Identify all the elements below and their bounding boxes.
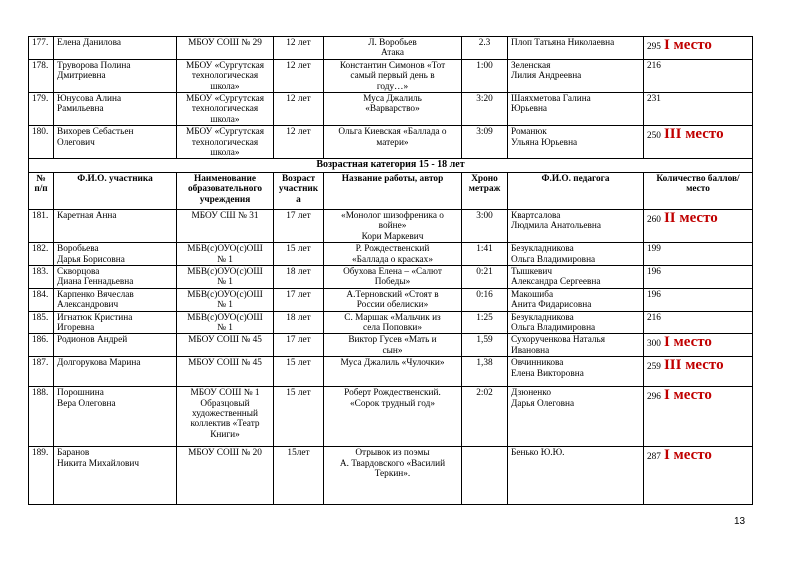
cell-work: Обухова Елена – «Салют Победы» (324, 265, 462, 288)
table-row (29, 209, 753, 242)
cell-work: Ольга Киевская «Баллада о матери» (324, 126, 462, 159)
award-label: III место (663, 357, 724, 374)
cell-participant: Воробьева Дарья Борисовна (54, 243, 177, 266)
cell-work: «Монолог шизофреника о войне» Кори Маркевич (324, 209, 462, 242)
cell-school: МБВ(с)ОУО(с)ОШ № 1 (177, 288, 274, 311)
score-value: 300 (647, 339, 661, 350)
award-label: II место (663, 209, 718, 226)
table-row (29, 126, 753, 159)
header-name: Ф.И.О. участника (54, 172, 177, 209)
header-teacher: Ф.И.О. педагога (508, 172, 644, 209)
table-row (29, 37, 753, 60)
cell-teacher: Плоп Татьяна Николаевна (508, 37, 644, 60)
cell-work: Роберт Рождественский. «Сорок трудный год» (324, 387, 462, 447)
cell-age: 17 лет (274, 334, 324, 357)
cell-teacher: Сухорученкова Наталья Ивановна (508, 334, 644, 357)
cell-age: 15лет (274, 447, 324, 505)
category-row (29, 159, 753, 172)
cell-work: А.Терновский «Стоят в России обелиски» (324, 288, 462, 311)
header-score: Количество баллов/ место (644, 172, 753, 209)
cell-age: 18 лет (274, 311, 324, 334)
cell-school: МБОУ СОШ № 29 (177, 37, 274, 60)
cell-score (644, 93, 753, 126)
cell-age: 12 лет (274, 93, 324, 126)
cell-school: МБОУ СОШ № 1 Образцовый художественный коллектив «Театр Книги» (177, 387, 274, 447)
cell-duration: 0:16 (462, 288, 508, 311)
header-age: Возраст участника (274, 172, 324, 209)
cell-participant: Карпенко Вячеслав Александрович (54, 288, 177, 311)
cell-school: МБОУ «Сургутская технологическая школа» (177, 59, 274, 92)
cell-school: МБВ(с)ОУО(с)ОШ № 1 (177, 265, 274, 288)
cell-duration: 2.3 (462, 37, 508, 60)
cell-duration: 2:02 (462, 387, 508, 447)
rows-top (29, 37, 753, 159)
cell-num: 180. (29, 126, 54, 159)
cell-score (644, 126, 753, 159)
award-label: I место (663, 37, 712, 53)
cell-num: 188. (29, 387, 54, 447)
cell-teacher: Бенько Ю.Ю. (508, 447, 644, 505)
cell-score (644, 243, 753, 266)
table-row (29, 59, 753, 92)
cell-score (644, 288, 753, 311)
cell-teacher: Овчинникова Елена Викторовна (508, 357, 644, 387)
award-label: I место (663, 447, 712, 464)
cell-num: 184. (29, 288, 54, 311)
page-number: 13 (734, 516, 746, 527)
cell-school: МБОУ СОШ № 45 (177, 334, 274, 357)
cell-teacher: Романюк Ульяна Юрьевна (508, 126, 644, 159)
cell-duration: 1:25 (462, 311, 508, 334)
score-value: 250 (647, 131, 661, 142)
cell-score (644, 334, 753, 357)
cell-duration: 0:21 (462, 265, 508, 288)
cell-age: 17 лет (274, 209, 324, 242)
cell-participant: Скворцова Диана Геннадьевна (54, 265, 177, 288)
cell-age: 15 лет (274, 357, 324, 387)
cell-duration: 1:00 (462, 59, 508, 92)
cell-work: Л. Воробьев Атака (324, 37, 462, 60)
cell-school: МБВ(с)ОУО(с)ОШ № 1 (177, 311, 274, 334)
cell-num: 179. (29, 93, 54, 126)
score-value: 295 (647, 42, 661, 52)
cell-work: Муса Джалиль «Варварство» (324, 93, 462, 126)
award-label: I место (663, 387, 712, 404)
cell-school: МБОУ «Сургутская технологическая школа» (177, 126, 274, 159)
cell-duration: 3:20 (462, 93, 508, 126)
cell-teacher: Дзюненко Дарья Олеговна (508, 387, 644, 447)
score-value: 216 (647, 312, 661, 323)
category-section (29, 159, 753, 209)
cell-score (644, 265, 753, 288)
table-row (29, 93, 753, 126)
cell-score (644, 311, 753, 334)
cell-participant: Порошнина Вера Олеговна (54, 387, 177, 447)
cell-work: Константин Симонов «Тот самый первый день в году…» (324, 59, 462, 92)
cell-school: МБОУ СШ № 31 (177, 209, 274, 242)
cell-work: Р. Рождественский «Баллада о красках» (324, 243, 462, 266)
cell-participant: Елена Данилова (54, 37, 177, 60)
cell-school: МБВ(с)ОУО(с)ОШ № 1 (177, 243, 274, 266)
award-label: III место (663, 126, 724, 143)
score-value: 296 (647, 392, 661, 403)
cell-teacher: Макошиба Анита Фидарисовна (508, 288, 644, 311)
results-table (28, 36, 753, 505)
cell-num: 177. (29, 37, 54, 60)
table-row (29, 357, 753, 387)
cell-participant: Юнусова Алина Рамильевна (54, 93, 177, 126)
table-row (29, 387, 753, 447)
cell-score (644, 209, 753, 242)
cell-teacher: Безукладникова Ольга Владимировна (508, 243, 644, 266)
cell-age: 15 лет (274, 243, 324, 266)
cell-num: 182. (29, 243, 54, 266)
cell-score (644, 37, 753, 60)
cell-duration: 3:00 (462, 209, 508, 242)
cell-age: 17 лет (274, 288, 324, 311)
cell-age: 12 лет (274, 126, 324, 159)
cell-score (644, 357, 753, 387)
score-value: 259 (647, 362, 661, 373)
cell-num: 185. (29, 311, 54, 334)
rows-bottom (29, 209, 753, 504)
table-row (29, 265, 753, 288)
cell-school: МБОУ «Сургутская технологическая школа» (177, 93, 274, 126)
cell-duration: 1,59 (462, 334, 508, 357)
header-row (29, 172, 753, 209)
header-school: Наименование образовательного учреждения (177, 172, 274, 209)
cell-age: 12 лет (274, 37, 324, 60)
cell-work: Муса Джалиль «Чулочки» (324, 357, 462, 387)
cell-score (644, 387, 753, 447)
cell-teacher: Зеленская Лилия Андреевна (508, 59, 644, 92)
cell-age: 12 лет (274, 59, 324, 92)
cell-num: 189. (29, 447, 54, 505)
header-duration: Хроно метраж (462, 172, 508, 209)
cell-teacher: Квартсалова Людмила Анатольевна (508, 209, 644, 242)
cell-participant: Каретная Анна (54, 209, 177, 242)
cell-work: Виктор Гусев «Мать и сын» (324, 334, 462, 357)
cell-participant: Труворова Полина Дмитриевна (54, 59, 177, 92)
cell-num: 181. (29, 209, 54, 242)
category-title: Возрастная категория 15 - 18 лет (29, 159, 753, 172)
cell-score (644, 59, 753, 92)
cell-participant: Родионов Андрей (54, 334, 177, 357)
score-value: 216 (647, 60, 661, 71)
score-value: 196 (647, 289, 661, 300)
cell-school: МБОУ СОШ № 45 (177, 357, 274, 387)
award-label: I место (663, 334, 712, 351)
cell-num: 186. (29, 334, 54, 357)
cell-age: 18 лет (274, 265, 324, 288)
cell-work: С. Маршак «Мальчик из села Поповки» (324, 311, 462, 334)
cell-num: 183. (29, 265, 54, 288)
cell-participant: Игнатюк Кристина Игоревна (54, 311, 177, 334)
score-value: 287 (647, 452, 661, 463)
table-row (29, 334, 753, 357)
cell-duration: 1:41 (462, 243, 508, 266)
score-value: 231 (647, 94, 661, 105)
cell-teacher: Тышкевич Александра Сергеевна (508, 265, 644, 288)
score-value: 199 (647, 244, 661, 255)
cell-duration: 1,38 (462, 357, 508, 387)
cell-teacher: Безукладникова Ольга Владимировна (508, 311, 644, 334)
cell-teacher: Шаяхметова Галина Юрьевна (508, 93, 644, 126)
cell-school: МБОУ СОШ № 20 (177, 447, 274, 505)
table-row (29, 311, 753, 334)
header-num: № п/п (29, 172, 54, 209)
table-row (29, 288, 753, 311)
score-value: 196 (647, 266, 661, 277)
cell-participant: Баранов Никита Михайлович (54, 447, 177, 505)
table-row (29, 447, 753, 505)
header-work: Название работы, автор (324, 172, 462, 209)
cell-num: 178. (29, 59, 54, 92)
cell-num: 187. (29, 357, 54, 387)
cell-duration (462, 447, 508, 505)
cell-age: 15 лет (274, 387, 324, 447)
cell-participant: Вихорев Себастьен Олегович (54, 126, 177, 159)
table-row (29, 243, 753, 266)
cell-work: Отрывок из поэмы А. Твардовского «Василий Теркин». (324, 447, 462, 505)
score-value: 260 (647, 214, 661, 225)
cell-duration: 3:09 (462, 126, 508, 159)
cell-participant: Долгорукова Марина (54, 357, 177, 387)
cell-score (644, 447, 753, 505)
